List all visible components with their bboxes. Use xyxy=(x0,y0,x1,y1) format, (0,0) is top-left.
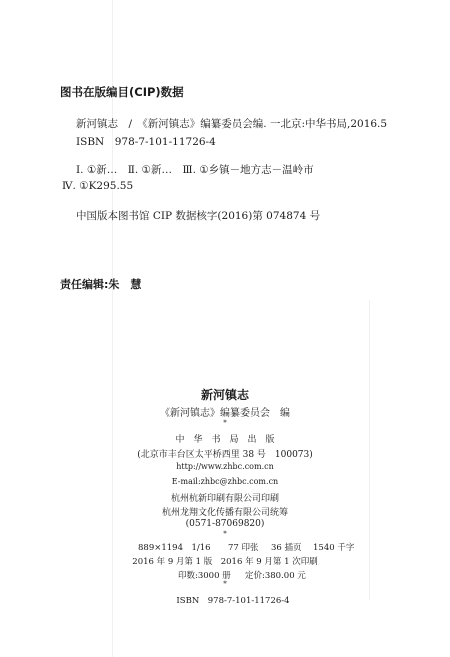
distributor-phone: (0571-87069820) xyxy=(185,519,265,529)
spec-words: 1540 千字 xyxy=(313,543,355,553)
spec-format: 889×1194 1/16 xyxy=(138,543,211,553)
book-title: 新河镇志 xyxy=(200,388,249,402)
separator-star-1: * xyxy=(223,419,227,427)
colophon-isbn: ISBN 978-7-101-11726-4 xyxy=(176,596,290,606)
separator-star-2: * xyxy=(223,530,227,538)
cip-heading: 图书在版编目(CIP)数据 xyxy=(60,85,184,99)
cip-class-number-line: Ⅳ. ①K295.55 xyxy=(62,180,134,192)
publisher: 中 华 书 局 出 版 xyxy=(175,435,275,445)
spec-plates: 36 插页 xyxy=(271,543,302,553)
printer: 杭州杭新印刷有限公司印刷 xyxy=(170,494,279,504)
cip-title-line: 新河镇志 / 《新河镇志》编纂委员会编. 一北京:中华书局,2016.5 xyxy=(76,118,388,130)
cip-record-number: 中国版本图书馆 CIP 数据核字(2016)第 074874 号 xyxy=(76,210,321,222)
spec-sheets: 77 印张 xyxy=(228,543,259,553)
print-run: 印数:3000 册 xyxy=(178,571,231,581)
cip-classification-line: Ⅰ. ①新… Ⅱ. ①新… Ⅲ. ①乡镇－地方志－温岭市 xyxy=(76,164,314,176)
compiler: 《新河镇志》编纂委员会 编 xyxy=(160,408,290,419)
publisher-email: E-mail:zhbc@zhbc.com.cn xyxy=(171,477,279,486)
publisher-address: (北京市丰台区太平桥西里 38 号 100073) xyxy=(137,450,313,460)
responsible-editor: 责任编辑:朱 慧 xyxy=(60,278,142,291)
separator-star-3: * xyxy=(223,580,227,588)
price: 定价:380.00 元 xyxy=(245,571,306,581)
edition-info: 2016 年 9 月第 1 版 2016 年 9 月第 1 次印刷 xyxy=(132,557,318,567)
distributor: 杭州龙翔文化传播有限公司统筹 xyxy=(161,508,288,518)
publisher-website: http://www.zhbc.com.cn xyxy=(176,462,274,471)
cip-isbn-line: ISBN 978-7-101-11726-4 xyxy=(76,136,216,148)
